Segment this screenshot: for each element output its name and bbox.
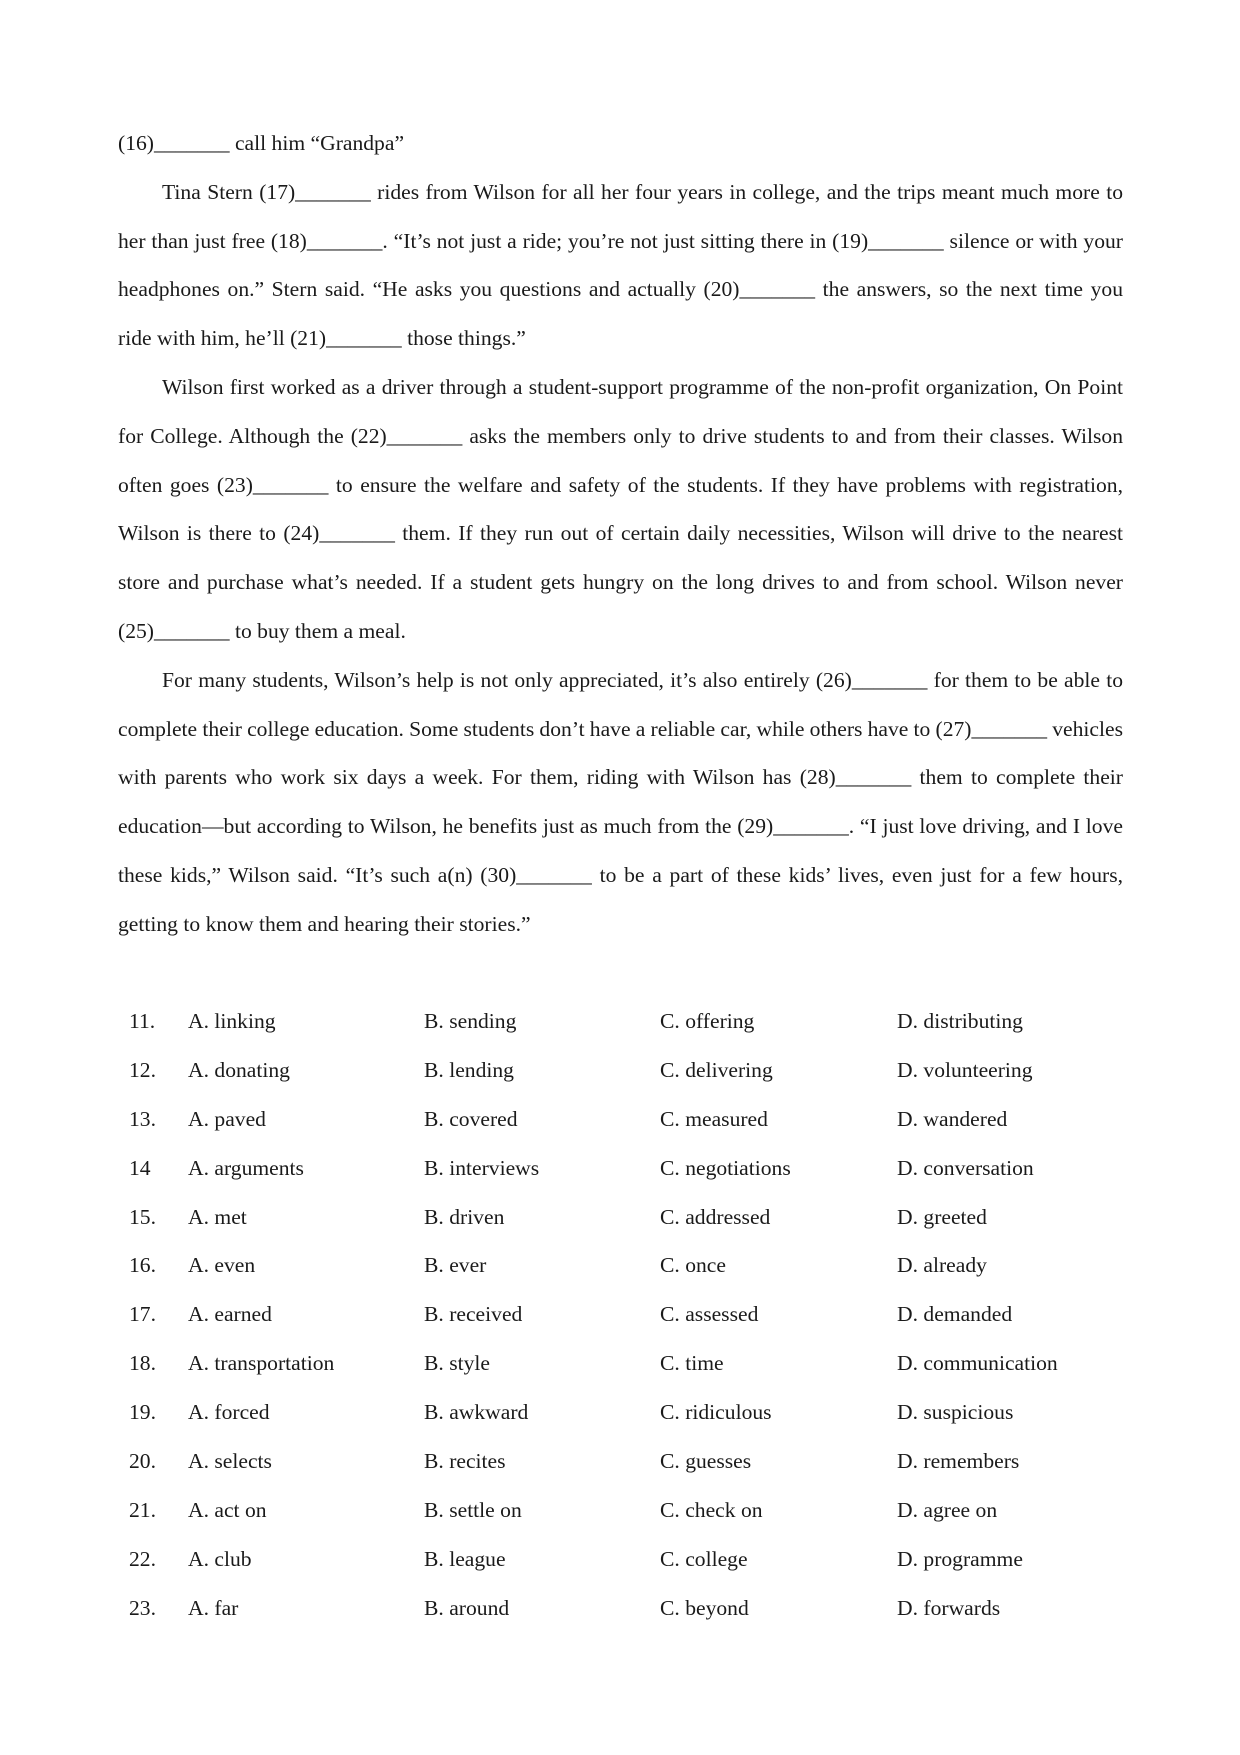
answer-options [0,997,1240,1633]
option-b: B. around [424,1595,510,1620]
question-row [0,1388,1240,1437]
question-row [0,1095,1240,1144]
option-c: C. check on [660,1497,763,1522]
passage-line [118,900,1123,949]
option-c: C. negotiations [660,1155,791,1180]
question-row [0,1486,1240,1535]
option-b: B. ever [424,1253,487,1278]
question-row [0,1339,1240,1388]
question-row [0,1584,1240,1633]
option-d: D. agree on [897,1497,998,1522]
passage-paragraph [118,168,1123,363]
question-number: 11. [129,1009,156,1033]
option-b: B. league [424,1546,506,1571]
option-d: D. distributing [897,1009,1023,1033]
option-b: B. recites [424,1449,506,1474]
question-row [0,1193,1240,1242]
option-b: B. driven [424,1204,505,1229]
option-b: B. sending [424,1009,517,1033]
option-b: B. covered [424,1106,518,1131]
passage-line-text: these kids,” Wilson said. “It’s such a(n) (30)_______ to be a part of these kids’ lives, even just for a few hours, [118,862,1123,887]
option-b: B. lending [424,1057,514,1082]
option-a: A. club [188,1546,252,1571]
question-number: 19. [129,1400,156,1425]
question-number: 20. [129,1449,156,1474]
option-d: D. remembers [897,1449,1020,1474]
passage-line-text: education—but according to Wilson, he benefits just as much from the (29)_______. “I just love driving, and I love [118,814,1123,839]
passage-line-text: (25)_______ to buy them a meal. [118,618,406,643]
option-b: B. settle on [424,1497,522,1522]
passage-paragraph [118,656,1123,949]
option-c: C. beyond [660,1595,749,1620]
option-d: D. greeted [897,1204,987,1229]
option-a: A. forced [188,1400,270,1425]
option-c: C. once [660,1253,726,1278]
question-number: 17. [129,1302,156,1327]
passage-line [118,363,1123,412]
option-d: D. conversation [897,1155,1034,1180]
option-d: D. demanded [897,1302,1013,1327]
passage-line [118,802,1123,851]
option-d: D. wandered [897,1106,1008,1131]
option-c: C. offering [660,1009,755,1033]
passage-line [118,314,1123,363]
option-a: A. selects [188,1449,272,1474]
passage-paragraph [118,363,1123,656]
passage-line-text: for College. Although the (22)_______ asks the members only to drive students to and from their classes. Wilson [118,423,1123,448]
passage-line-text: For many students, Wilson’s help is not only appreciated, it’s also entirely (26)_______ for them to be able to [162,667,1123,692]
option-a: A. donating [188,1057,290,1082]
option-a: A. transportation [188,1351,335,1376]
passage-line-text: ride with him, he’ll (21)_______ those things.” [118,326,526,351]
option-b: B. awkward [424,1400,529,1425]
question-row [0,1144,1240,1193]
passage-line [118,851,1123,900]
option-c: C. guesses [660,1449,752,1474]
option-a: A. met [188,1204,247,1229]
passage-line [118,558,1123,607]
passage-line [118,656,1123,705]
question-row [0,1290,1240,1339]
question-number: 15. [129,1204,156,1229]
passage-line [118,265,1123,314]
passage-line [118,412,1123,461]
question-number: 12. [129,1057,156,1082]
passage-line-text: often goes (23)_______ to ensure the welfare and safety of the students. If they have problems with registration, [118,472,1123,497]
question-number: 22. [129,1546,156,1571]
question-number: 21. [129,1497,156,1522]
option-c: C. assessed [660,1302,759,1327]
option-a: A. arguments [188,1155,304,1180]
option-d: D. volunteering [897,1057,1033,1082]
option-a: A. act on [188,1497,267,1522]
option-c: C. delivering [660,1057,773,1082]
question-row [0,1046,1240,1095]
passage-line-text: with parents who work six days a week. For them, riding with Wilson has (28)_______ them to complete their [118,765,1123,790]
passage-line-text: complete their college education. Some students don’t have a reliable car, while others have to (27)_______ vehicles [118,716,1123,741]
question-number: 14 [129,1155,151,1180]
passage-line-text: Wilson is there to (24)_______ them. If they run out of certain daily necessities, Wilson will drive to the nearest [118,521,1123,546]
option-c: C. ridiculous [660,1400,772,1425]
passage-line-text: getting to know them and hearing their stories.” [118,911,531,936]
option-b: B. received [424,1302,523,1327]
question-number: 16. [129,1253,156,1278]
passage-line-text: her than just free (18)_______. “It’s not just a ride; you’re not just sitting there in (19)_______ silence or with your [118,228,1123,253]
passage-line [118,168,1123,217]
option-b: B. interviews [424,1155,540,1180]
option-a: A. linking [188,1009,276,1033]
passage-line-text: (16)_______ call him “Grandpa” [118,131,405,155]
passage-line-text: headphones on.” Stern said. “He asks you questions and actually (20)_______ the answers, so the next time you [118,277,1123,302]
reading-passage [118,119,1123,949]
option-d: D. forwards [897,1595,1001,1620]
question-row [0,1241,1240,1290]
question-row [0,997,1240,1046]
option-c: C. addressed [660,1204,771,1229]
passage-line [118,607,1123,656]
question-number: 23. [129,1595,156,1620]
option-d: D. communication [897,1351,1058,1376]
passage-line [118,753,1123,802]
passage-line-text: Tina Stern (17)_______ rides from Wilson for all her four years in college, and the trips meant much more to [162,179,1123,204]
passage-line-text: Wilson first worked as a driver through a student-support programme of the non-profit organization, On Point [162,374,1123,399]
passage-line [118,119,1123,168]
passage-paragraph [118,119,1123,168]
option-a: A. earned [188,1302,272,1327]
option-d: D. suspicious [897,1400,1014,1425]
option-c: C. college [660,1546,748,1571]
question-row [0,1535,1240,1584]
question-row [0,1437,1240,1486]
question-number: 13. [129,1106,156,1131]
question-number: 18. [129,1351,156,1376]
option-c: C. measured [660,1106,768,1131]
option-b: B. style [424,1351,490,1376]
option-d: D. already [897,1253,987,1278]
passage-line-text: store and purchase what’s needed. If a student gets hungry on the long drives to and from school. Wilson never [118,570,1123,595]
passage-line [118,705,1123,754]
option-a: A. even [188,1253,256,1278]
option-a: A. far [188,1595,239,1620]
option-d: D. programme [897,1546,1023,1571]
passage-line [118,217,1123,266]
option-a: A. paved [188,1106,266,1131]
option-c: C. time [660,1351,724,1376]
passage-line [118,461,1123,510]
passage-line [118,509,1123,558]
